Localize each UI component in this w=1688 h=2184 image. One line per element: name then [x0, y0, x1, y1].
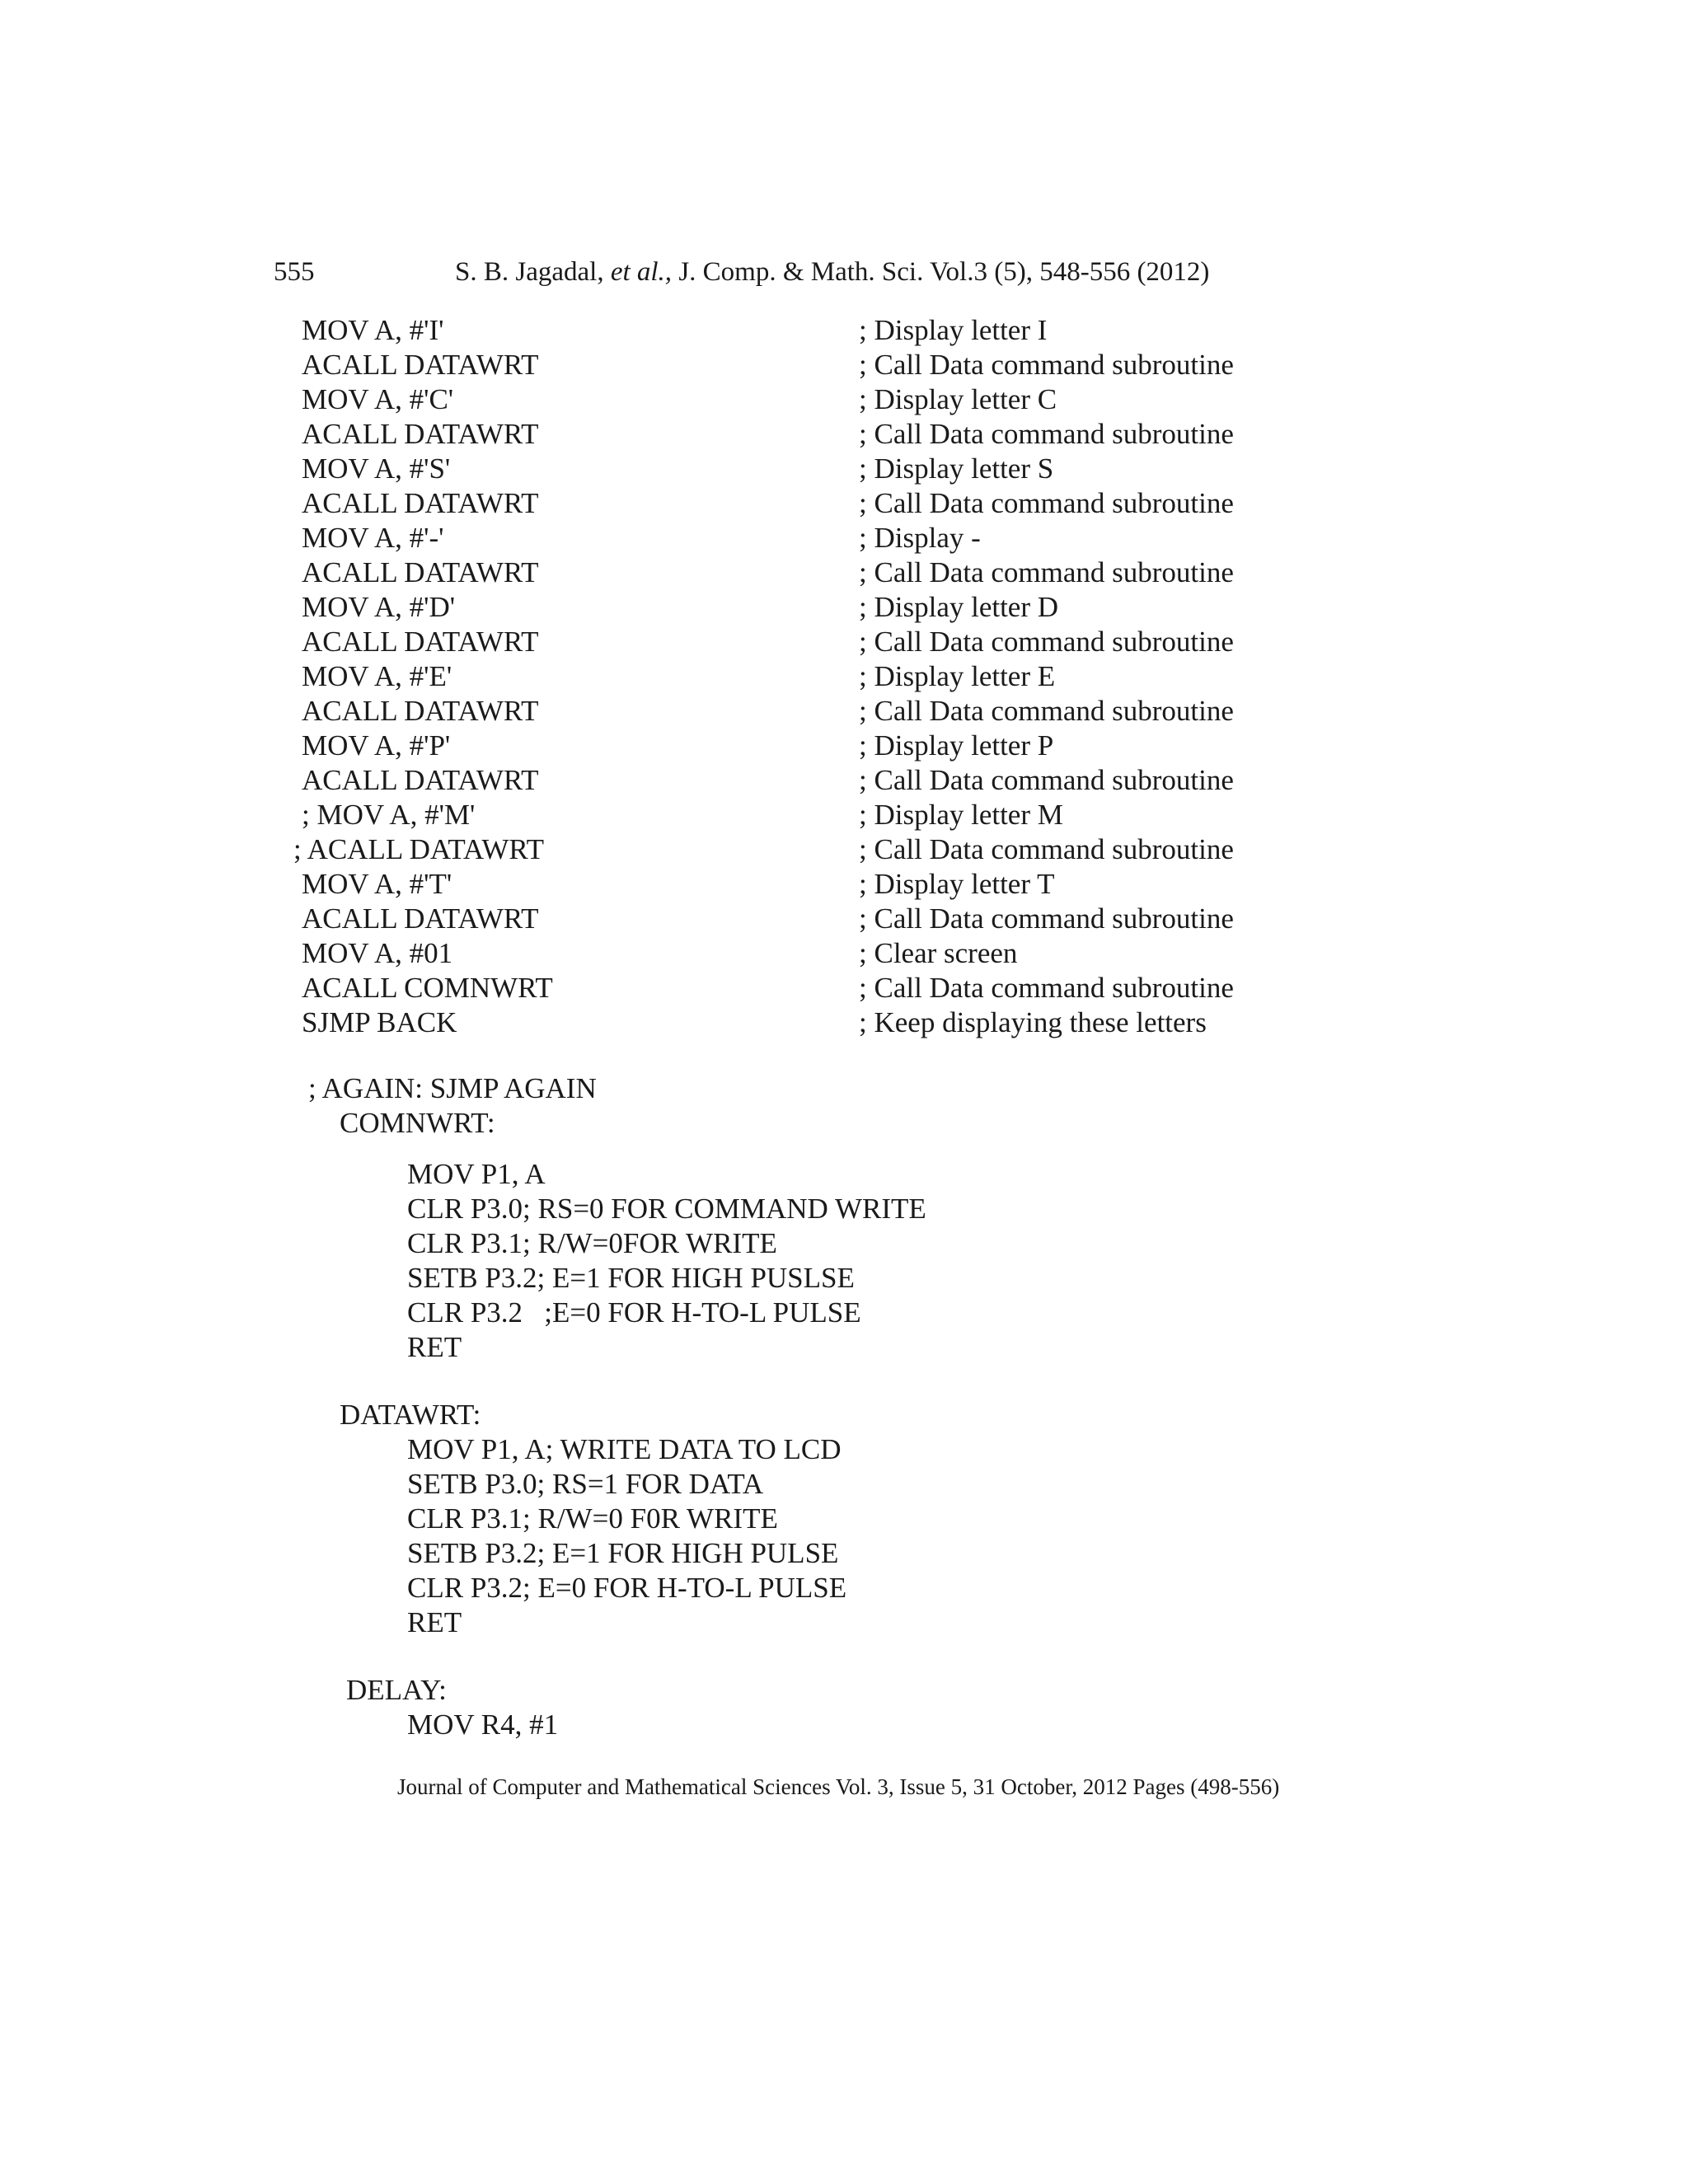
datawrt-label: DATAWRT:	[340, 1399, 481, 1431]
code-line	[302, 729, 1373, 763]
subroutine-line: SETB P3.2; E=1 FOR HIGH PULSE	[407, 1537, 839, 1569]
code-line	[302, 452, 1373, 486]
delay-label: DELAY:	[346, 1674, 447, 1706]
code-instruction: MOV A, #'-'	[302, 522, 444, 554]
code-comment: ; Display letter E	[859, 660, 1056, 692]
code-comment: ; Call Data command subroutine	[859, 972, 1234, 1004]
code-comment: ; Call Data command subroutine	[859, 902, 1234, 935]
running-head-citation: J. Comp. & Math. Sci. Vol.3 (5), 548-556 (2012)	[672, 257, 1210, 287]
code-comment: ; Keep displaying these letters	[859, 1006, 1207, 1038]
code-instruction: ACALL DATAWRT	[302, 418, 539, 450]
code-line	[302, 798, 1373, 832]
code-instruction: MOV A, #'D'	[302, 591, 456, 623]
code-line	[302, 417, 1373, 452]
code-comment: ; Display -	[859, 522, 981, 554]
subroutine-line: CLR P3.2 ;E=0 FOR H-TO-L PULSE	[407, 1296, 861, 1329]
code-instruction: ; MOV A, #'M'	[302, 799, 476, 831]
subroutine-line: SETB P3.2; E=1 FOR HIGH PUSLSE	[407, 1262, 855, 1294]
code-line	[302, 590, 1373, 625]
running-head	[455, 254, 1209, 290]
subroutine-line: MOV P1, A	[407, 1158, 546, 1190]
delay-subroutine	[407, 1708, 558, 1742]
code-line	[302, 555, 1373, 590]
subroutine-line: RET	[407, 1606, 462, 1638]
code-line	[302, 971, 1373, 1005]
comnwrt-subroutine	[407, 1157, 926, 1365]
code-comment: ; Call Data command subroutine	[859, 556, 1234, 588]
code-comment: ; Display letter M	[859, 799, 1063, 831]
code-instruction: MOV A, #'C'	[302, 383, 454, 415]
code-instruction: ; ACALL DATAWRT	[293, 833, 545, 865]
code-instruction: MOV A, #'S'	[302, 452, 451, 485]
subroutine-line: CLR P3.1; R/W=0FOR WRITE	[407, 1227, 777, 1259]
code-line	[302, 521, 1373, 555]
subroutine-line: CLR P3.2; E=0 FOR H-TO-L PULSE	[407, 1572, 847, 1604]
code-comment: ; Display letter I	[859, 314, 1048, 346]
page-header	[274, 254, 1263, 290]
code-instruction: MOV A, #'I'	[302, 314, 444, 346]
code-instruction: ACALL DATAWRT	[302, 695, 539, 727]
code-instruction: ACALL DATAWRT	[302, 764, 539, 796]
code-line	[302, 694, 1373, 729]
code-instruction: ACALL DATAWRT	[302, 487, 539, 519]
code-listing-table	[293, 313, 1373, 1040]
code-line	[302, 1005, 1373, 1040]
code-comment: ; Clear screen	[859, 937, 1018, 969]
code-line	[302, 486, 1373, 521]
code-line	[302, 902, 1373, 936]
code-instruction: ACALL COMNWRT	[302, 972, 553, 1004]
code-instruction: MOV A, #'T'	[302, 868, 452, 900]
code-line	[293, 832, 1373, 867]
code-comment: ; Display letter S	[859, 452, 1054, 485]
running-head-et-al: et al.,	[610, 257, 673, 287]
subroutine-line: CLR P3.0; RS=0 FOR COMMAND WRITE	[407, 1193, 926, 1225]
code-comment: ; Call Data command subroutine	[859, 487, 1234, 519]
code-line	[302, 625, 1373, 659]
code-comment: ; Display letter T	[859, 868, 1055, 900]
journal-footer: Journal of Computer and Mathematical Sciences Vol. 3, Issue 5, 31 October, 2012 Pages (498-556)	[397, 1774, 1280, 1799]
page-number: 555	[274, 257, 315, 287]
code-line	[302, 348, 1373, 382]
code-instruction: MOV A, #01	[302, 937, 453, 969]
code-line	[302, 867, 1373, 902]
code-comment: ; Display letter D	[859, 591, 1059, 623]
code-line	[302, 313, 1373, 348]
comnwrt-label: COMNWRT:	[340, 1107, 495, 1139]
subroutine-line: MOV R4, #1	[407, 1708, 559, 1741]
code-comment: ; Call Data command subroutine	[859, 764, 1234, 796]
code-comment: ; Call Data command subroutine	[859, 626, 1234, 658]
subroutine-line: RET	[407, 1331, 462, 1363]
code-instruction: ACALL DATAWRT	[302, 902, 539, 935]
code-line	[302, 382, 1373, 417]
code-instruction: MOV A, #'P'	[302, 729, 451, 762]
subroutine-line: CLR P3.1; R/W=0 F0R WRITE	[407, 1502, 778, 1535]
code-line	[302, 763, 1373, 798]
code-comment: ; Call Data command subroutine	[859, 349, 1234, 381]
code-line	[302, 659, 1373, 694]
subroutine-line: MOV P1, A; WRITE DATA TO LCD	[407, 1433, 842, 1465]
again-comment-line: ; AGAIN: SJMP AGAIN	[308, 1072, 597, 1104]
subroutine-line: SETB P3.0; RS=1 FOR DATA	[407, 1468, 764, 1500]
code-comment: ; Display letter P	[859, 729, 1054, 762]
code-instruction: SJMP BACK	[302, 1006, 457, 1038]
code-instruction: ACALL DATAWRT	[302, 626, 539, 658]
code-instruction: ACALL DATAWRT	[302, 556, 539, 588]
datawrt-subroutine	[407, 1432, 846, 1640]
running-head-authors: S. B. Jagadal,	[455, 257, 611, 287]
code-instruction: ACALL DATAWRT	[302, 349, 539, 381]
code-comment: ; Call Data command subroutine	[859, 695, 1234, 727]
code-instruction: MOV A, #'E'	[302, 660, 452, 692]
code-comment: ; Call Data command subroutine	[859, 418, 1234, 450]
code-comment: ; Call Data command subroutine	[859, 833, 1234, 865]
code-line	[302, 936, 1373, 971]
code-comment: ; Display letter C	[859, 383, 1057, 415]
